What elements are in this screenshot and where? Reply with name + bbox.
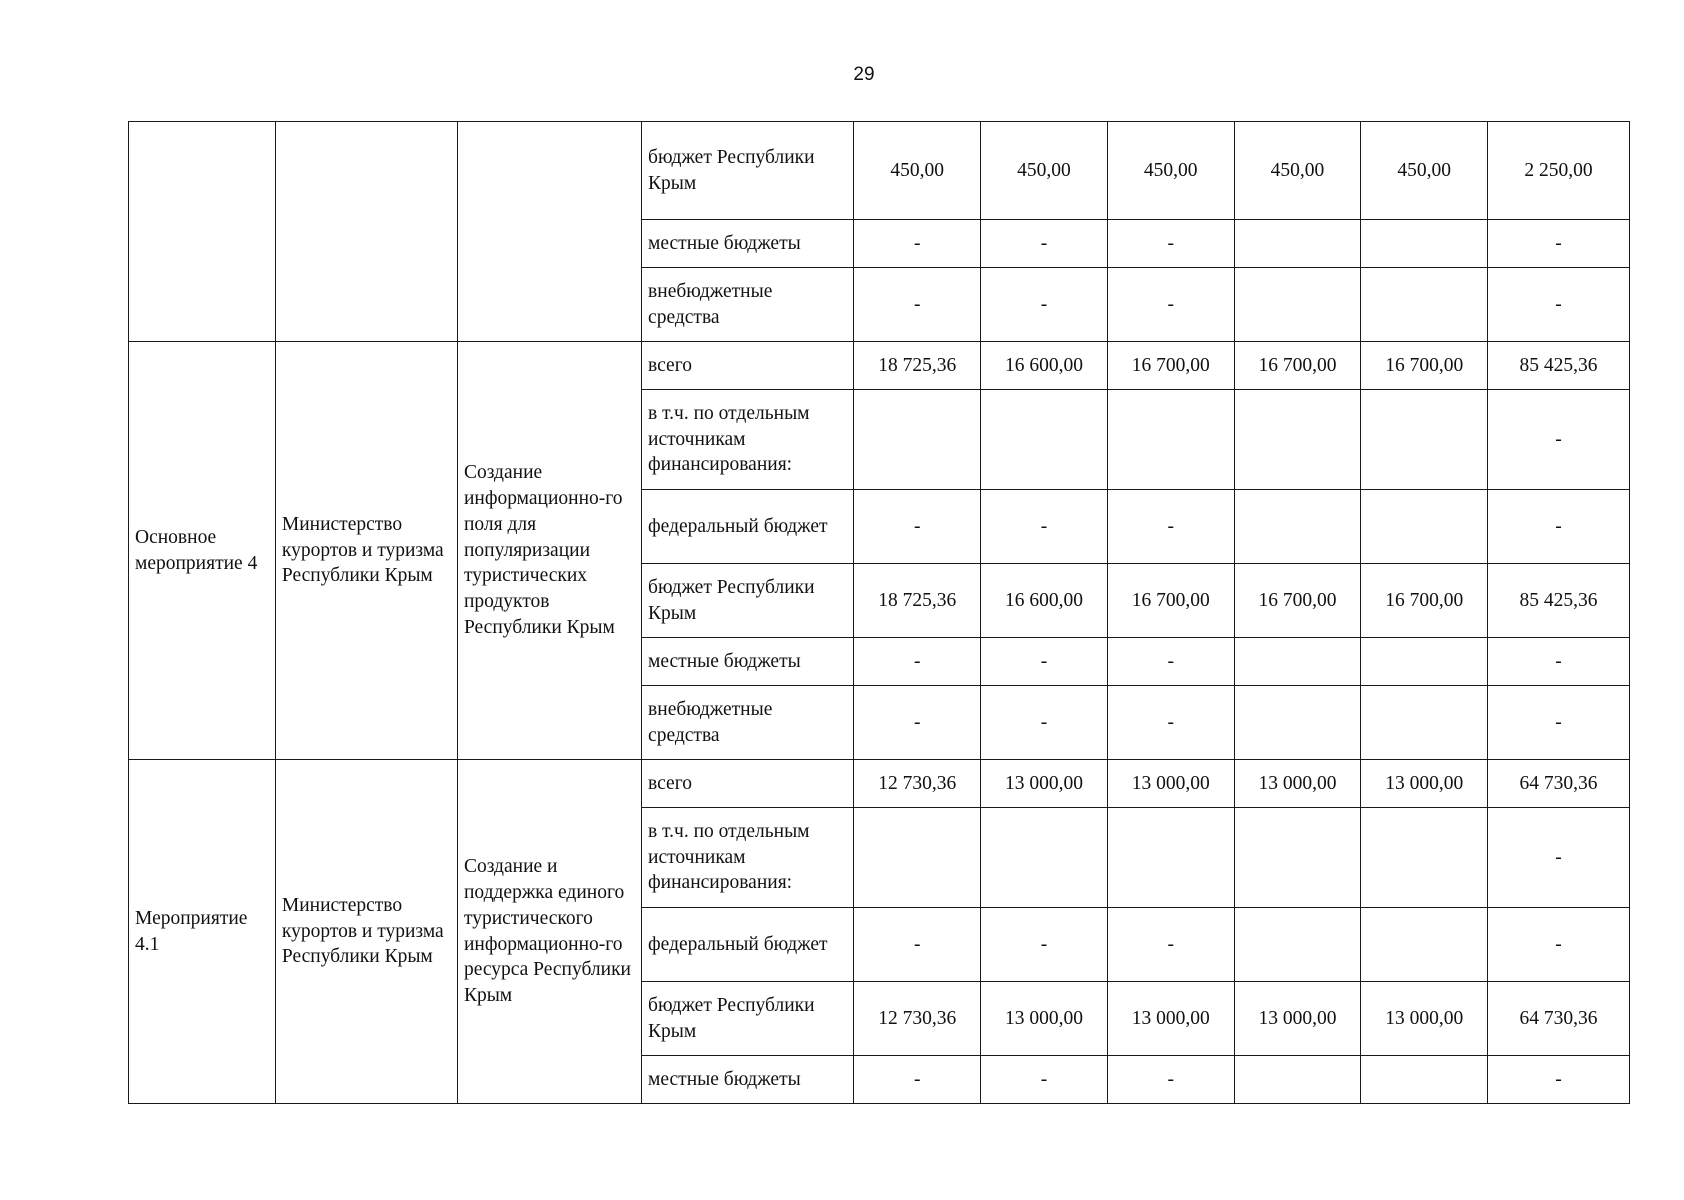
year-value-cell: -: [1107, 268, 1234, 342]
total-value-cell: -: [1488, 908, 1630, 982]
funding-source-cell: федеральный бюджет: [642, 908, 854, 982]
year-value-cell: [1361, 268, 1488, 342]
year-value-cell: 16 700,00: [1234, 564, 1361, 638]
executor-cell: Министерство курортов и туризма Республики Крым: [275, 760, 457, 1104]
year-value-cell: 18 725,36: [854, 342, 981, 390]
year-value-cell: -: [981, 638, 1108, 686]
executor-cell: Министерство курортов и туризма Республики Крым: [275, 342, 457, 760]
year-value-cell: [1234, 220, 1361, 268]
funding-source-cell: федеральный бюджет: [642, 490, 854, 564]
year-value-cell: [981, 390, 1108, 490]
funding-source-cell: местные бюджеты: [642, 220, 854, 268]
year-value-cell: -: [981, 268, 1108, 342]
table-row: [129, 122, 1630, 220]
year-value-cell: [854, 808, 981, 908]
total-value-cell: -: [1488, 220, 1630, 268]
year-value-cell: 16 700,00: [1107, 342, 1234, 390]
funding-source-cell: внебюджетные средства: [642, 686, 854, 760]
year-value-cell: [854, 390, 981, 490]
year-value-cell: -: [981, 1056, 1108, 1104]
year-value-cell: [1361, 908, 1488, 982]
budget-table: [128, 121, 1630, 1104]
total-value-cell: 64 730,36: [1488, 982, 1630, 1056]
year-value-cell: -: [1107, 686, 1234, 760]
event-cell: Мероприятие 4.1: [129, 760, 276, 1104]
year-value-cell: 13 000,00: [981, 982, 1108, 1056]
funding-source-cell: бюджет Республики Крым: [642, 122, 854, 220]
funding-source-cell: в т.ч. по отдельным источникам финансирования:: [642, 808, 854, 908]
total-value-cell: 85 425,36: [1488, 564, 1630, 638]
year-value-cell: [1361, 638, 1488, 686]
page-number: 29: [853, 64, 875, 85]
year-value-cell: 16 600,00: [981, 564, 1108, 638]
year-value-cell: [1107, 808, 1234, 908]
year-value-cell: [1234, 638, 1361, 686]
year-value-cell: -: [1107, 1056, 1234, 1104]
year-value-cell: -: [854, 686, 981, 760]
year-value-cell: 13 000,00: [1107, 760, 1234, 808]
description-cell: Создание и поддержка единого туристического информационно-го ресурса Республики Крым: [457, 760, 641, 1104]
year-value-cell: 13 000,00: [1361, 760, 1488, 808]
year-value-cell: [1234, 390, 1361, 490]
year-value-cell: 13 000,00: [1234, 760, 1361, 808]
funding-source-cell: всего: [642, 342, 854, 390]
event-cell: Основное мероприятие 4: [129, 342, 276, 760]
year-value-cell: -: [854, 220, 981, 268]
year-value-cell: 16 700,00: [1361, 564, 1488, 638]
total-value-cell: 64 730,36: [1488, 760, 1630, 808]
executor-cell: [275, 122, 457, 342]
year-value-cell: [1234, 808, 1361, 908]
year-value-cell: [1361, 490, 1488, 564]
year-value-cell: 450,00: [1361, 122, 1488, 220]
funding-source-cell: внебюджетные средства: [642, 268, 854, 342]
total-value-cell: 2 250,00: [1488, 122, 1630, 220]
year-value-cell: -: [1107, 490, 1234, 564]
year-value-cell: 13 000,00: [1107, 982, 1234, 1056]
funding-source-cell: бюджет Республики Крым: [642, 564, 854, 638]
year-value-cell: -: [981, 908, 1108, 982]
year-value-cell: 450,00: [854, 122, 981, 220]
year-value-cell: -: [854, 490, 981, 564]
year-value-cell: [1234, 268, 1361, 342]
year-value-cell: [1107, 390, 1234, 490]
year-value-cell: -: [981, 220, 1108, 268]
year-value-cell: [1361, 808, 1488, 908]
year-value-cell: 13 000,00: [1234, 982, 1361, 1056]
table-body: [129, 122, 1630, 1104]
year-value-cell: [1234, 908, 1361, 982]
year-value-cell: -: [1107, 220, 1234, 268]
funding-source-cell: в т.ч. по отдельным источникам финансирования:: [642, 390, 854, 490]
year-value-cell: -: [1107, 908, 1234, 982]
total-value-cell: -: [1488, 686, 1630, 760]
event-cell: [129, 122, 276, 342]
year-value-cell: [981, 808, 1108, 908]
year-value-cell: -: [854, 638, 981, 686]
description-cell: Создание информационно-го поля для популяризации туристических продуктов Республики Крым: [457, 342, 641, 760]
funding-source-cell: бюджет Республики Крым: [642, 982, 854, 1056]
year-value-cell: -: [1107, 638, 1234, 686]
year-value-cell: -: [854, 908, 981, 982]
year-value-cell: 16 700,00: [1361, 342, 1488, 390]
year-value-cell: 12 730,36: [854, 982, 981, 1056]
year-value-cell: 13 000,00: [981, 760, 1108, 808]
year-value-cell: [1361, 220, 1488, 268]
year-value-cell: -: [854, 268, 981, 342]
total-value-cell: -: [1488, 638, 1630, 686]
total-value-cell: 85 425,36: [1488, 342, 1630, 390]
year-value-cell: 13 000,00: [1361, 982, 1488, 1056]
description-cell: [457, 122, 641, 342]
total-value-cell: -: [1488, 808, 1630, 908]
year-value-cell: [1361, 686, 1488, 760]
table-row: [129, 342, 1630, 390]
year-value-cell: [1234, 686, 1361, 760]
year-value-cell: 450,00: [981, 122, 1108, 220]
funding-source-cell: всего: [642, 760, 854, 808]
year-value-cell: 16 700,00: [1107, 564, 1234, 638]
year-value-cell: 18 725,36: [854, 564, 981, 638]
total-value-cell: -: [1488, 268, 1630, 342]
year-value-cell: 450,00: [1107, 122, 1234, 220]
year-value-cell: 12 730,36: [854, 760, 981, 808]
funding-source-cell: местные бюджеты: [642, 1056, 854, 1104]
year-value-cell: 16 700,00: [1234, 342, 1361, 390]
year-value-cell: 450,00: [1234, 122, 1361, 220]
year-value-cell: [1234, 1056, 1361, 1104]
year-value-cell: 16 600,00: [981, 342, 1108, 390]
total-value-cell: -: [1488, 490, 1630, 564]
year-value-cell: -: [981, 686, 1108, 760]
year-value-cell: -: [854, 1056, 981, 1104]
total-value-cell: -: [1488, 390, 1630, 490]
year-value-cell: [1361, 390, 1488, 490]
year-value-cell: -: [981, 490, 1108, 564]
year-value-cell: [1361, 1056, 1488, 1104]
funding-source-cell: местные бюджеты: [642, 638, 854, 686]
total-value-cell: -: [1488, 1056, 1630, 1104]
year-value-cell: [1234, 490, 1361, 564]
table-row: [129, 760, 1630, 808]
